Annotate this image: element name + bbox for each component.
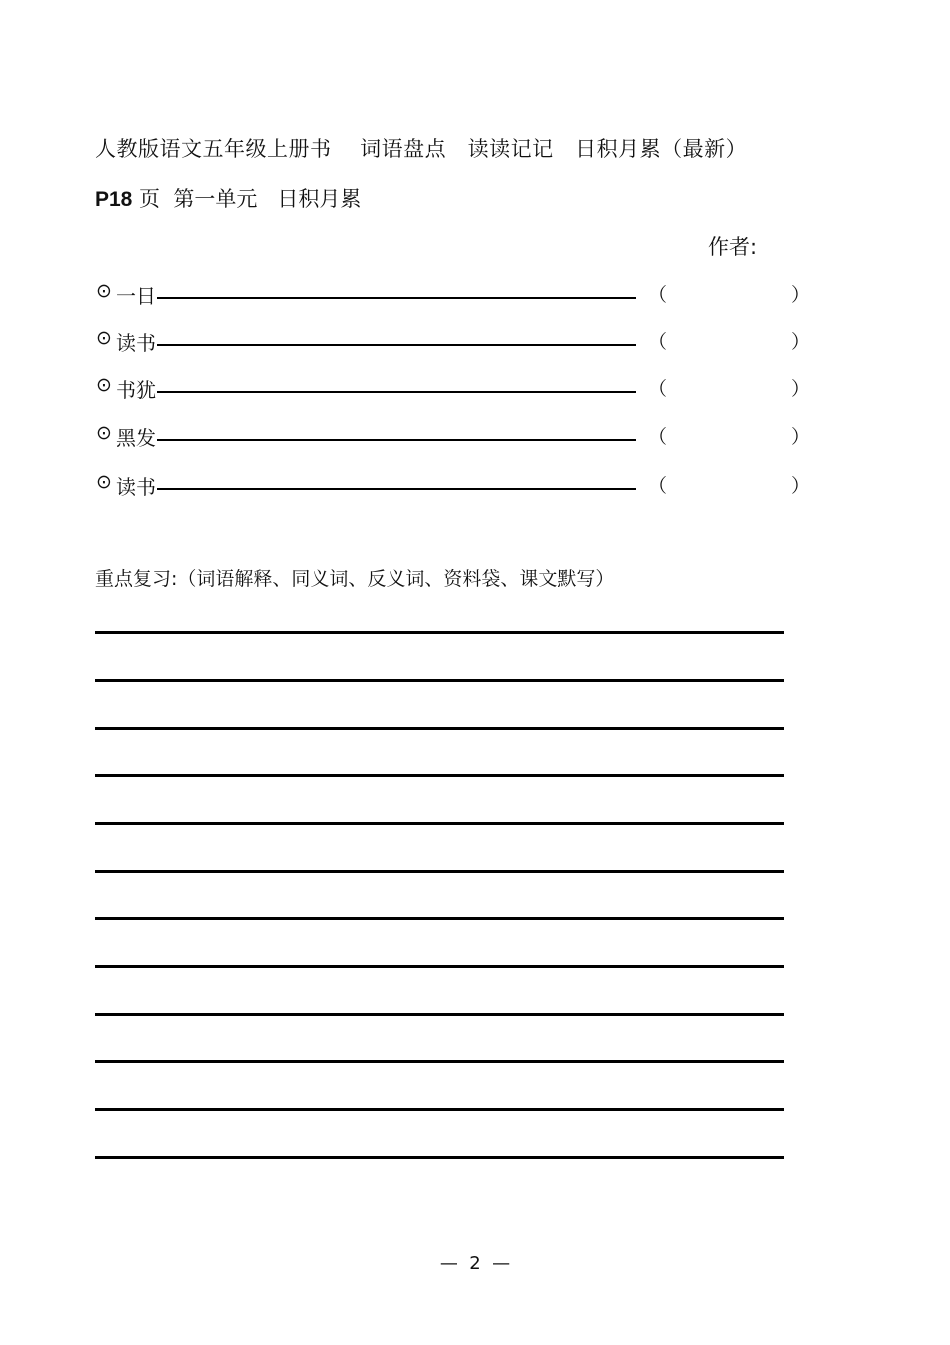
answer-blank[interactable] — [157, 488, 636, 490]
paren-close: ） — [791, 331, 811, 353]
paren-close: ） — [791, 475, 811, 497]
writing-line[interactable] — [95, 1013, 784, 1016]
answer-blank[interactable] — [157, 391, 636, 393]
paren-open: （ — [648, 284, 668, 306]
fill-in-entry — [96, 327, 816, 357]
answer-blank[interactable] — [157, 439, 636, 441]
page-subtitle — [95, 183, 361, 213]
paren-open: （ — [648, 378, 668, 400]
writing-line[interactable] — [95, 631, 784, 634]
entry-label: 读书 — [116, 331, 156, 355]
entry-label: 黑发 — [116, 426, 156, 450]
page-number: — 2 — — [439, 1253, 511, 1274]
paren-open: （ — [648, 475, 668, 497]
fill-in-entry — [96, 280, 816, 310]
writing-line[interactable] — [95, 965, 784, 968]
page-code: P18 — [95, 188, 133, 211]
writing-line[interactable] — [95, 727, 784, 730]
fill-in-entry — [96, 374, 816, 404]
unit-heading: 页 第一单元 日积月累 — [132, 187, 362, 211]
writing-line[interactable] — [95, 1108, 784, 1111]
paren-open: （ — [648, 331, 668, 353]
writing-line[interactable] — [95, 870, 784, 873]
fill-in-entry — [96, 422, 816, 452]
answer-blank[interactable] — [157, 344, 636, 346]
bullet-icon: ⊙ — [96, 280, 112, 302]
paren-close: ） — [791, 378, 811, 400]
entry-label: 一日 — [116, 284, 156, 308]
entry-label: 读书 — [116, 475, 156, 499]
document-title: 人教版语文五年级上册书 词语盘点 读读记记 日积月累（最新） — [95, 137, 748, 161]
answer-blank[interactable] — [157, 297, 636, 299]
review-heading: 重点复习:（词语解释、同义词、反义词、资料袋、课文默写） — [95, 568, 615, 590]
writing-line[interactable] — [95, 1060, 784, 1063]
writing-line[interactable] — [95, 917, 784, 920]
fill-in-entry — [96, 471, 816, 501]
bullet-icon: ⊙ — [96, 374, 112, 396]
writing-line[interactable] — [95, 1156, 784, 1159]
paren-close: ） — [791, 284, 811, 306]
writing-line[interactable] — [95, 822, 784, 825]
bullet-icon: ⊙ — [96, 422, 112, 444]
bullet-icon: ⊙ — [96, 327, 112, 349]
paren-open: （ — [648, 426, 668, 448]
entry-label: 书犹 — [116, 378, 156, 402]
author-label: 作者: — [708, 235, 758, 259]
writing-line[interactable] — [95, 774, 784, 777]
paren-close: ） — [791, 426, 811, 448]
bullet-icon: ⊙ — [96, 471, 112, 493]
writing-line[interactable] — [95, 679, 784, 682]
